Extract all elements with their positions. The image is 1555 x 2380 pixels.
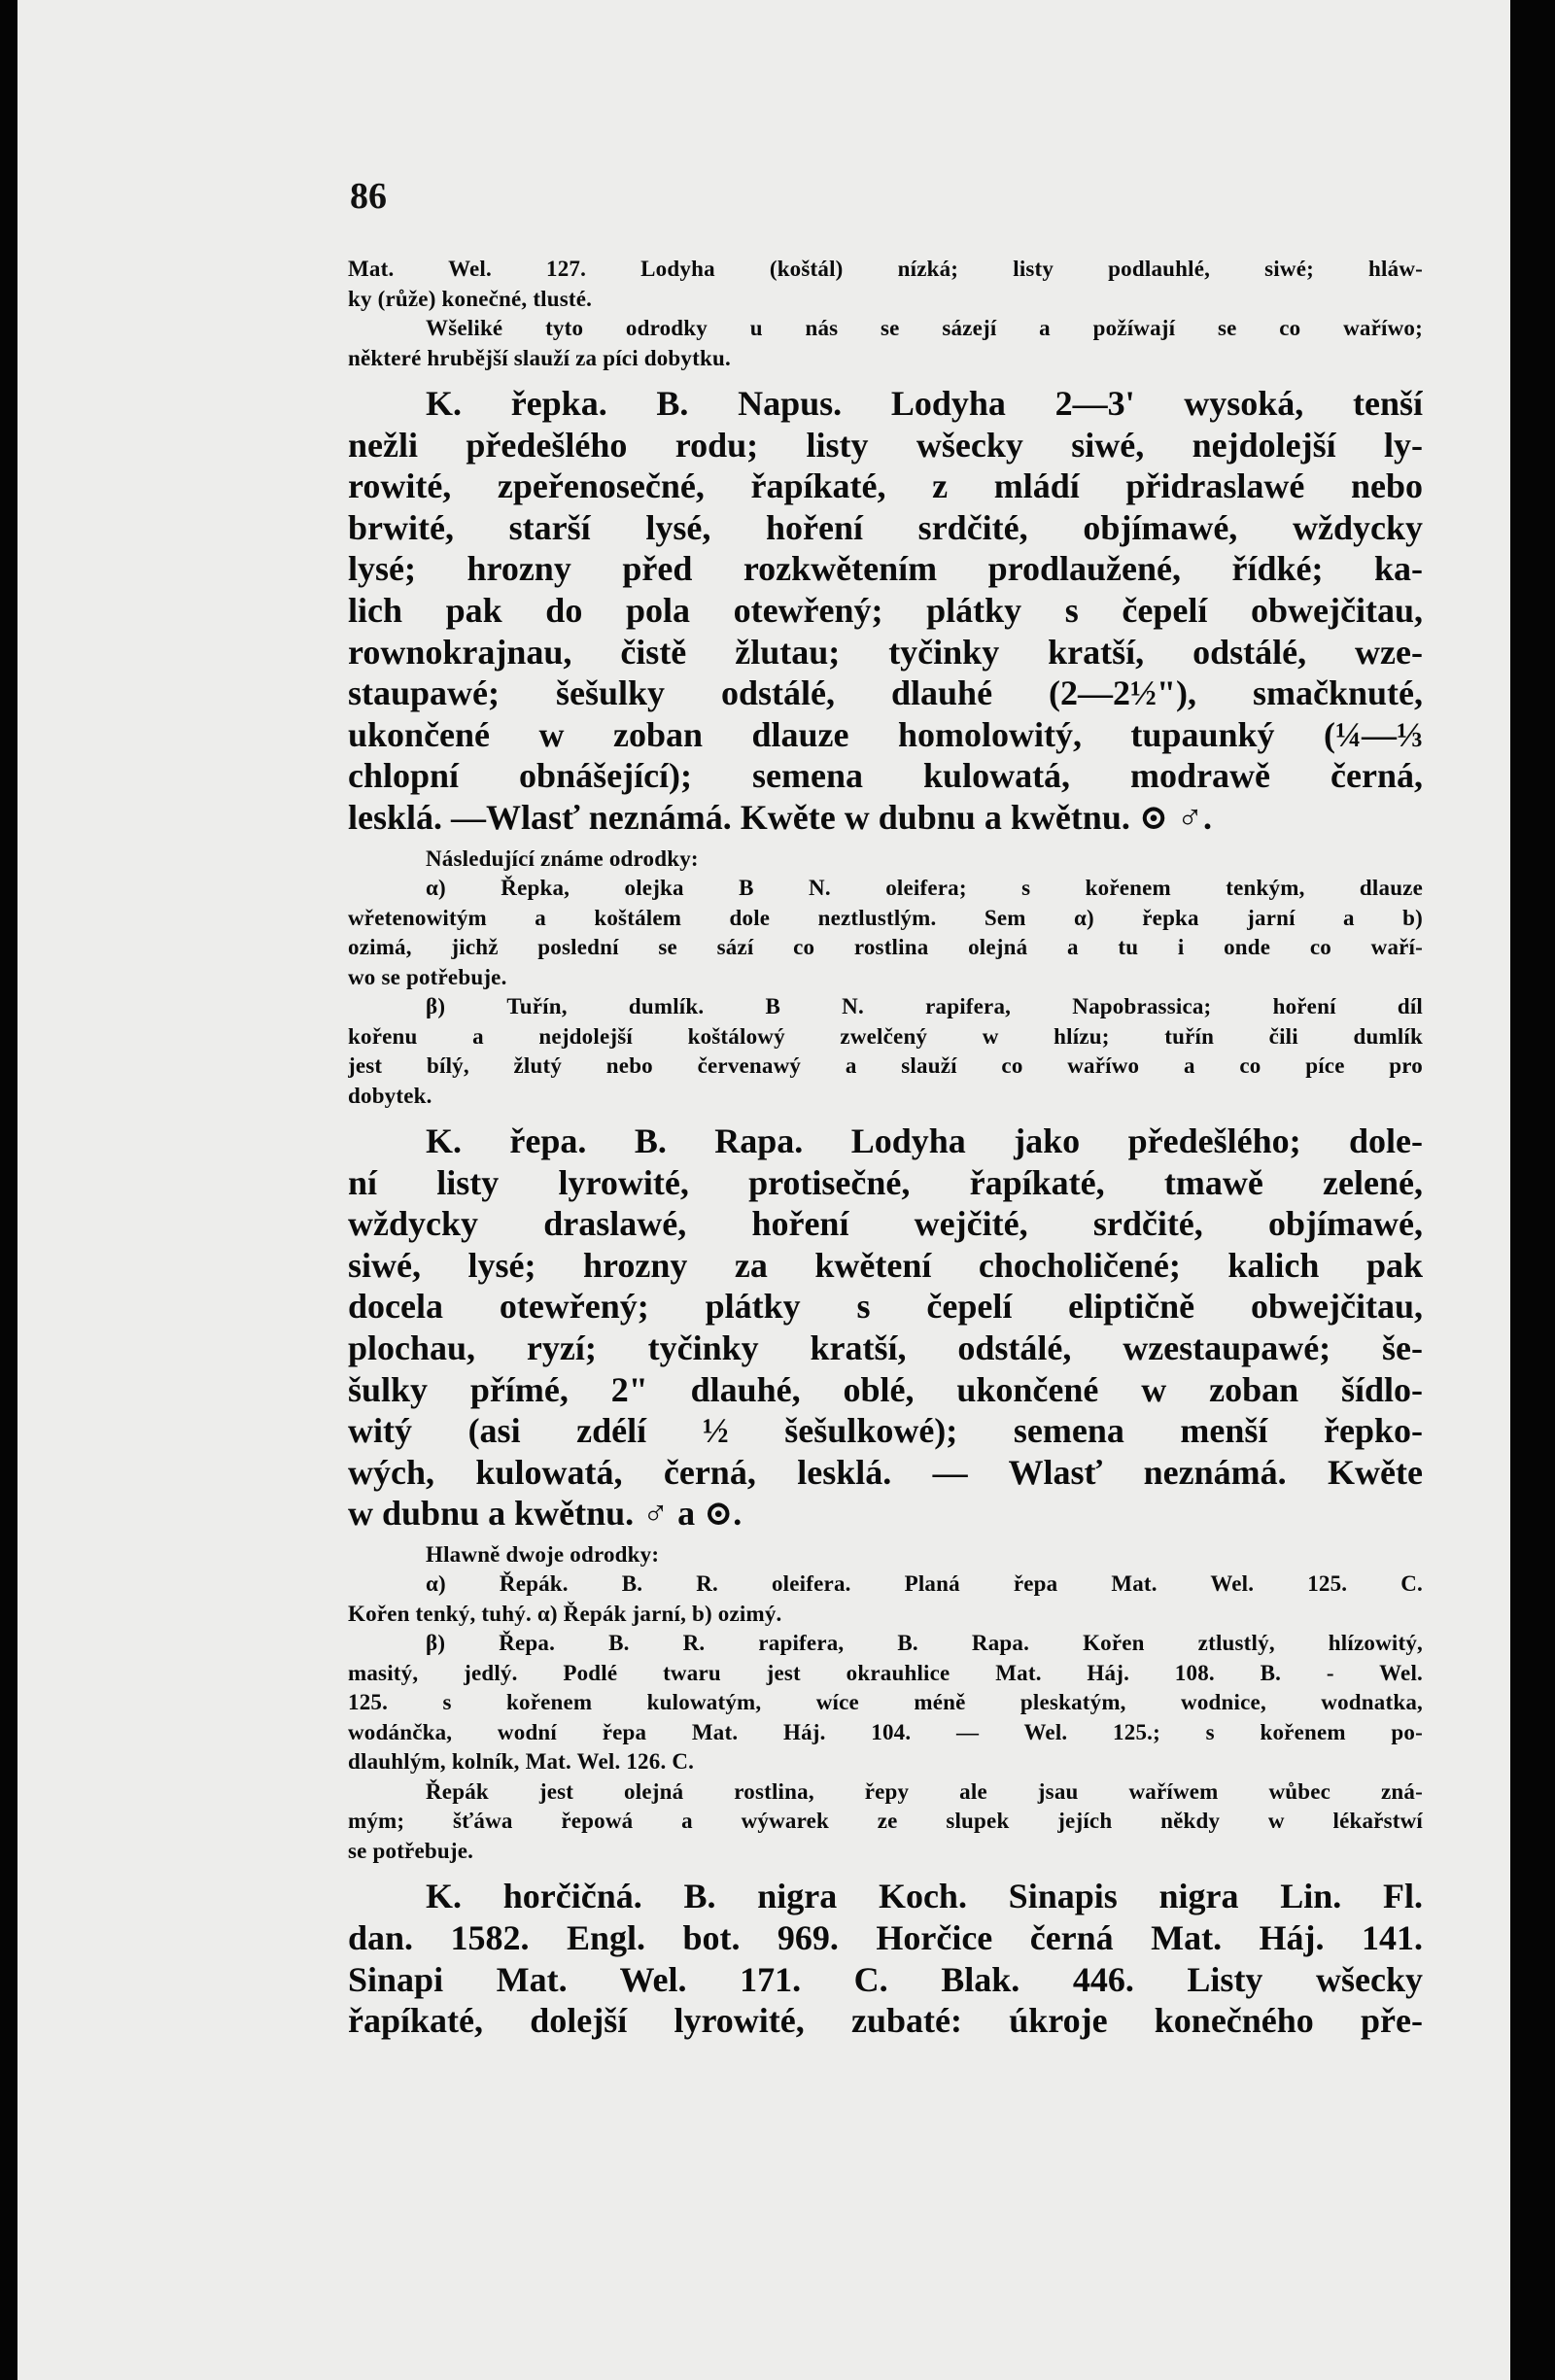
text-line: ukončené w zoban dlauze homolowitý, tupaunký (¼—⅓ <box>348 714 1423 754</box>
text-line: Sinapi Mat. Wel. 171. C. Blak. 446. Listy wšecky <box>348 1959 1423 1999</box>
text-line: w dubnu a kwětnu. ♂ a ⊙. <box>348 1494 743 1534</box>
text-line: se potřebuje. <box>348 1838 474 1863</box>
text-line: wždycky draslawé, hoření wejčité, srdčité, objímawé, <box>348 1204 1423 1244</box>
text-line: masitý, jedlý. Podlé twaru jest okrauhlice Mat. Háj. 108. B. - Wel. <box>348 1660 1423 1685</box>
text-line: dobytek. <box>348 1083 432 1108</box>
page-number: 86 <box>350 176 387 217</box>
text-line: wých, kulowatá, černá, lesklá. — Wlasť neznámá. Kwěte <box>348 1452 1423 1492</box>
text-line: Následující známe odrodky: <box>426 845 699 871</box>
text-line: ky (růže) konečné, tlusté. <box>348 286 593 311</box>
paragraph <box>348 845 1423 1112</box>
text-line: rownokrajnau, čistě žlutau; tyčinky kratší, odstálé, wze- <box>348 632 1423 672</box>
text-line: Wšeliké tyto odrodky u nás se sázejí a požíwají se co waříwo; <box>426 316 1423 340</box>
text-line: chlopní obnášející); semena kulowatá, modrawě černá, <box>348 756 1423 796</box>
book-page <box>17 0 1514 2380</box>
text-line: plochau, ryzí; tyčinky kratší, odstálé, wzestaupawé; še- <box>348 1328 1423 1367</box>
scan-border <box>1510 0 1555 2380</box>
text-line: β) Řepa. B. R. rapifera, B. Rapa. Kořen ztlustlý, hlízowitý, <box>426 1631 1423 1656</box>
text-line: staupawé; šešulky odstálé, dlauhé (2—2½"), smačknuté, <box>348 673 1423 713</box>
page-text <box>348 255 1423 2048</box>
text-line: K. řepa. B. Rapa. Lodyha jako předešlého; dole- <box>426 1121 1423 1161</box>
text-line: lesklá. —Wlasť neznámá. Kwěte w dubnu a kwětnu. ⊙ ♂. <box>348 797 1213 837</box>
paragraph <box>348 1876 1423 2041</box>
text-line: Kořen tenký, tuhý. α) Řepák jarní, b) ozimý. <box>348 1601 782 1626</box>
text-line: β) Tuřín, dumlík. B N. rapifera, Napobrassica; hoření díl <box>426 994 1423 1019</box>
text-line: dlauhlým, kolník, Mat. Wel. 126. C. <box>348 1749 695 1775</box>
paragraph <box>348 255 1423 373</box>
text-line: mým; šťáwa řepowá a wýwarek ze slupek jejích někdy w lékařstwí <box>348 1809 1423 1834</box>
text-line: ozimá, jichž poslední se sází co rostlina olejná a tu i onde co waří- <box>348 935 1423 960</box>
text-line: wodánčka, wodní řepa Mat. Háj. 104. — Wel. 125.; s kořenem po- <box>348 1719 1423 1744</box>
text-line: K. řepka. B. Napus. Lodyha 2—3' wysoká, tenší <box>426 384 1423 423</box>
text-line: Řepák jest olejná rostlina, řepy ale jsau waříwem wůbec zná- <box>426 1778 1423 1804</box>
text-line: wo se potřebuje. <box>348 964 507 989</box>
text-line: witý (asi zdélí ½ šešulkowé); semena menší řepko- <box>348 1411 1423 1451</box>
text-line: K. horčičná. B. nigra Koch. Sinapis nigra Lin. Fl. <box>426 1877 1423 1916</box>
paragraph <box>348 1540 1423 1867</box>
text-line: wřetenowitým a koštálem dole neztlustlým. Sem α) řepka jarní a b) <box>348 905 1423 930</box>
text-line: Hlawně dwoje odrodky: <box>426 1541 660 1567</box>
paragraph <box>348 383 1423 839</box>
paragraph <box>348 1121 1423 1535</box>
text-line: rowité, zpeřenosečné, řapíkaté, z mládí přidraslawé nebo <box>348 466 1423 506</box>
text-line: kořenu a nejdolejší koštálowý zwelčený w hlízu; tuřín čili dumlík <box>348 1023 1423 1049</box>
text-line: dan. 1582. Engl. bot. 969. Horčice černá Mat. Háj. 141. <box>348 1918 1423 1958</box>
text-line: nežli předešlého rodu; listy wšecky siwé, nejdolejší ly- <box>348 425 1423 465</box>
text-line: α) Řepka, olejka B N. oleifera; s kořenem tenkým, dlauze <box>426 876 1423 901</box>
text-line: lich pak do pola otewřený; plátky s čepelí obwejčitau, <box>348 590 1423 630</box>
text-line: lysé; hrozny před rozkwětením prodlaužené, řídké; ka- <box>348 549 1423 589</box>
text-line: řapíkaté, dolejší lyrowité, zubaté: úkroje konečného pře- <box>348 2001 1423 2041</box>
text-line: Mat. Wel. 127. Lodyha (koštál) nízká; listy podlauhlé, siwé; hláw- <box>348 257 1423 281</box>
text-line: docela otewřený; plátky s čepelí eliptičně obwejčitau, <box>348 1287 1423 1327</box>
text-line: šulky přímé, 2" dlauhé, oblé, ukončené w zoban šídlo- <box>348 1369 1423 1409</box>
text-line: ní listy lyrowité, protisečné, řapíkaté, tmawě zelené, <box>348 1162 1423 1202</box>
text-line: jest bílý, žlutý nebo červenawý a slauží co waříwo a co píce pro <box>348 1053 1423 1079</box>
text-line: α) Řepák. B. R. oleifera. Planá řepa Mat. Wel. 125. C. <box>426 1571 1423 1597</box>
text-line: 125. s kořenem kulowatým, wíce méně pleskatým, wodnice, wodnatka, <box>348 1690 1423 1715</box>
text-line: siwé, lysé; hrozny za kwětení chocholičené; kalich pak <box>348 1245 1423 1285</box>
text-line: brwité, starší lysé, hoření srdčité, objímawé, wždycky <box>348 507 1423 547</box>
text-line: některé hrubější slauží za píci dobytku. <box>348 345 731 370</box>
